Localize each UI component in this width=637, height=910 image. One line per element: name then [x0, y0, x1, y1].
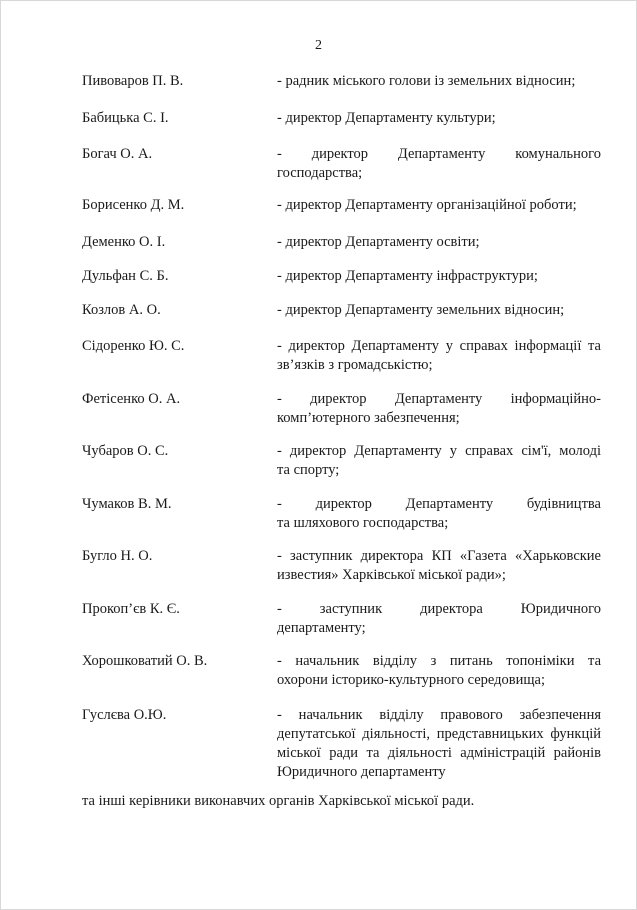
person-name: Гуслєва О.Ю.: [82, 707, 167, 723]
position-description: [277, 600, 601, 638]
page-number: 2: [315, 38, 322, 53]
position-first-line: - директор Департаменту у справах інформації та: [277, 338, 601, 354]
position-description: [277, 109, 601, 128]
position-continuation: зв’язків з громадськістю;: [277, 357, 433, 373]
person-name: Бабицька С. І.: [82, 110, 169, 126]
person-name: Пивоваров П. В.: [82, 73, 184, 89]
person-name: Бугло Н. О.: [82, 548, 153, 564]
person-name: Козлов А. О.: [82, 302, 161, 318]
person-name: Чумаков В. М.: [82, 496, 172, 512]
person-name: Фетісенко О. А.: [82, 391, 181, 407]
position-first-line: - директор Департаменту освіти;: [277, 234, 480, 250]
position-description: [277, 267, 601, 286]
person-name: Прокоп’єв К. Є.: [82, 601, 180, 617]
position-description: [277, 547, 601, 585]
position-continuation: та спорту;: [277, 462, 340, 478]
position-description: [277, 706, 601, 782]
position-continuation: известия» Харківської міської ради»;: [277, 567, 506, 583]
position-continuation: комп’ютерного забезпечення;: [277, 410, 460, 426]
position-first-line: - директор Департаменту комунального: [277, 146, 601, 162]
position-description: [277, 442, 601, 480]
position-description: [277, 145, 601, 183]
position-description: [277, 301, 601, 320]
person-name: Богач О. А.: [82, 146, 153, 162]
position-first-line: - заступник директора Юридичного: [277, 601, 601, 617]
position-first-line: - директор Департаменту будівництва: [277, 496, 601, 512]
person-name: Хорошковатий О. В.: [82, 653, 208, 669]
position-continuation: охорони історико-культурного середовища;: [277, 672, 546, 688]
position-description: [277, 390, 601, 428]
position-continuation: депутатської діяльності, представницьких функцій міської ради та діяльності адміністрацій районів Юридичного департаменту: [277, 726, 601, 780]
position-continuation: господарства;: [277, 165, 363, 181]
position-continuation: департаменту;: [277, 620, 366, 636]
position-first-line: - начальник відділу з питань топоніміки та: [277, 653, 601, 669]
person-name: Сідоренко Ю. С.: [82, 338, 185, 354]
position-description: [277, 652, 601, 690]
position-description: [277, 495, 601, 533]
position-description: [277, 233, 601, 252]
position-description: [277, 196, 601, 215]
person-name: Деменко О. І.: [82, 234, 166, 250]
position-first-line: - директор Департаменту інфраструктури;: [277, 268, 538, 284]
person-name: Чубаров О. С.: [82, 443, 169, 459]
closing-text: та інші керівники виконавчих органів Харківської міської ради.: [82, 793, 475, 809]
person-name: Дульфан С. Б.: [82, 268, 169, 284]
position-first-line: - начальник відділу правового забезпечення: [277, 707, 601, 723]
position-first-line: - директор Департаменту у справах сім'ї, молоді: [277, 443, 601, 459]
position-first-line: - директор Департаменту земельних відносин;: [277, 302, 565, 318]
position-continuation: та шляхового господарства;: [277, 515, 449, 531]
position-first-line: - директор Департаменту культури;: [277, 110, 496, 126]
position-description: [277, 337, 601, 375]
position-first-line: - директор Департаменту організаційної роботи;: [277, 197, 577, 213]
person-name: Борисенко Д. М.: [82, 197, 185, 213]
position-first-line: - радник міського голови із земельних відносин;: [277, 73, 576, 89]
position-first-line: - заступник директора КП «Газета «Харьковские: [277, 548, 601, 564]
position-description: [277, 72, 601, 91]
position-first-line: - директор Департаменту інформаційно-: [277, 391, 601, 407]
